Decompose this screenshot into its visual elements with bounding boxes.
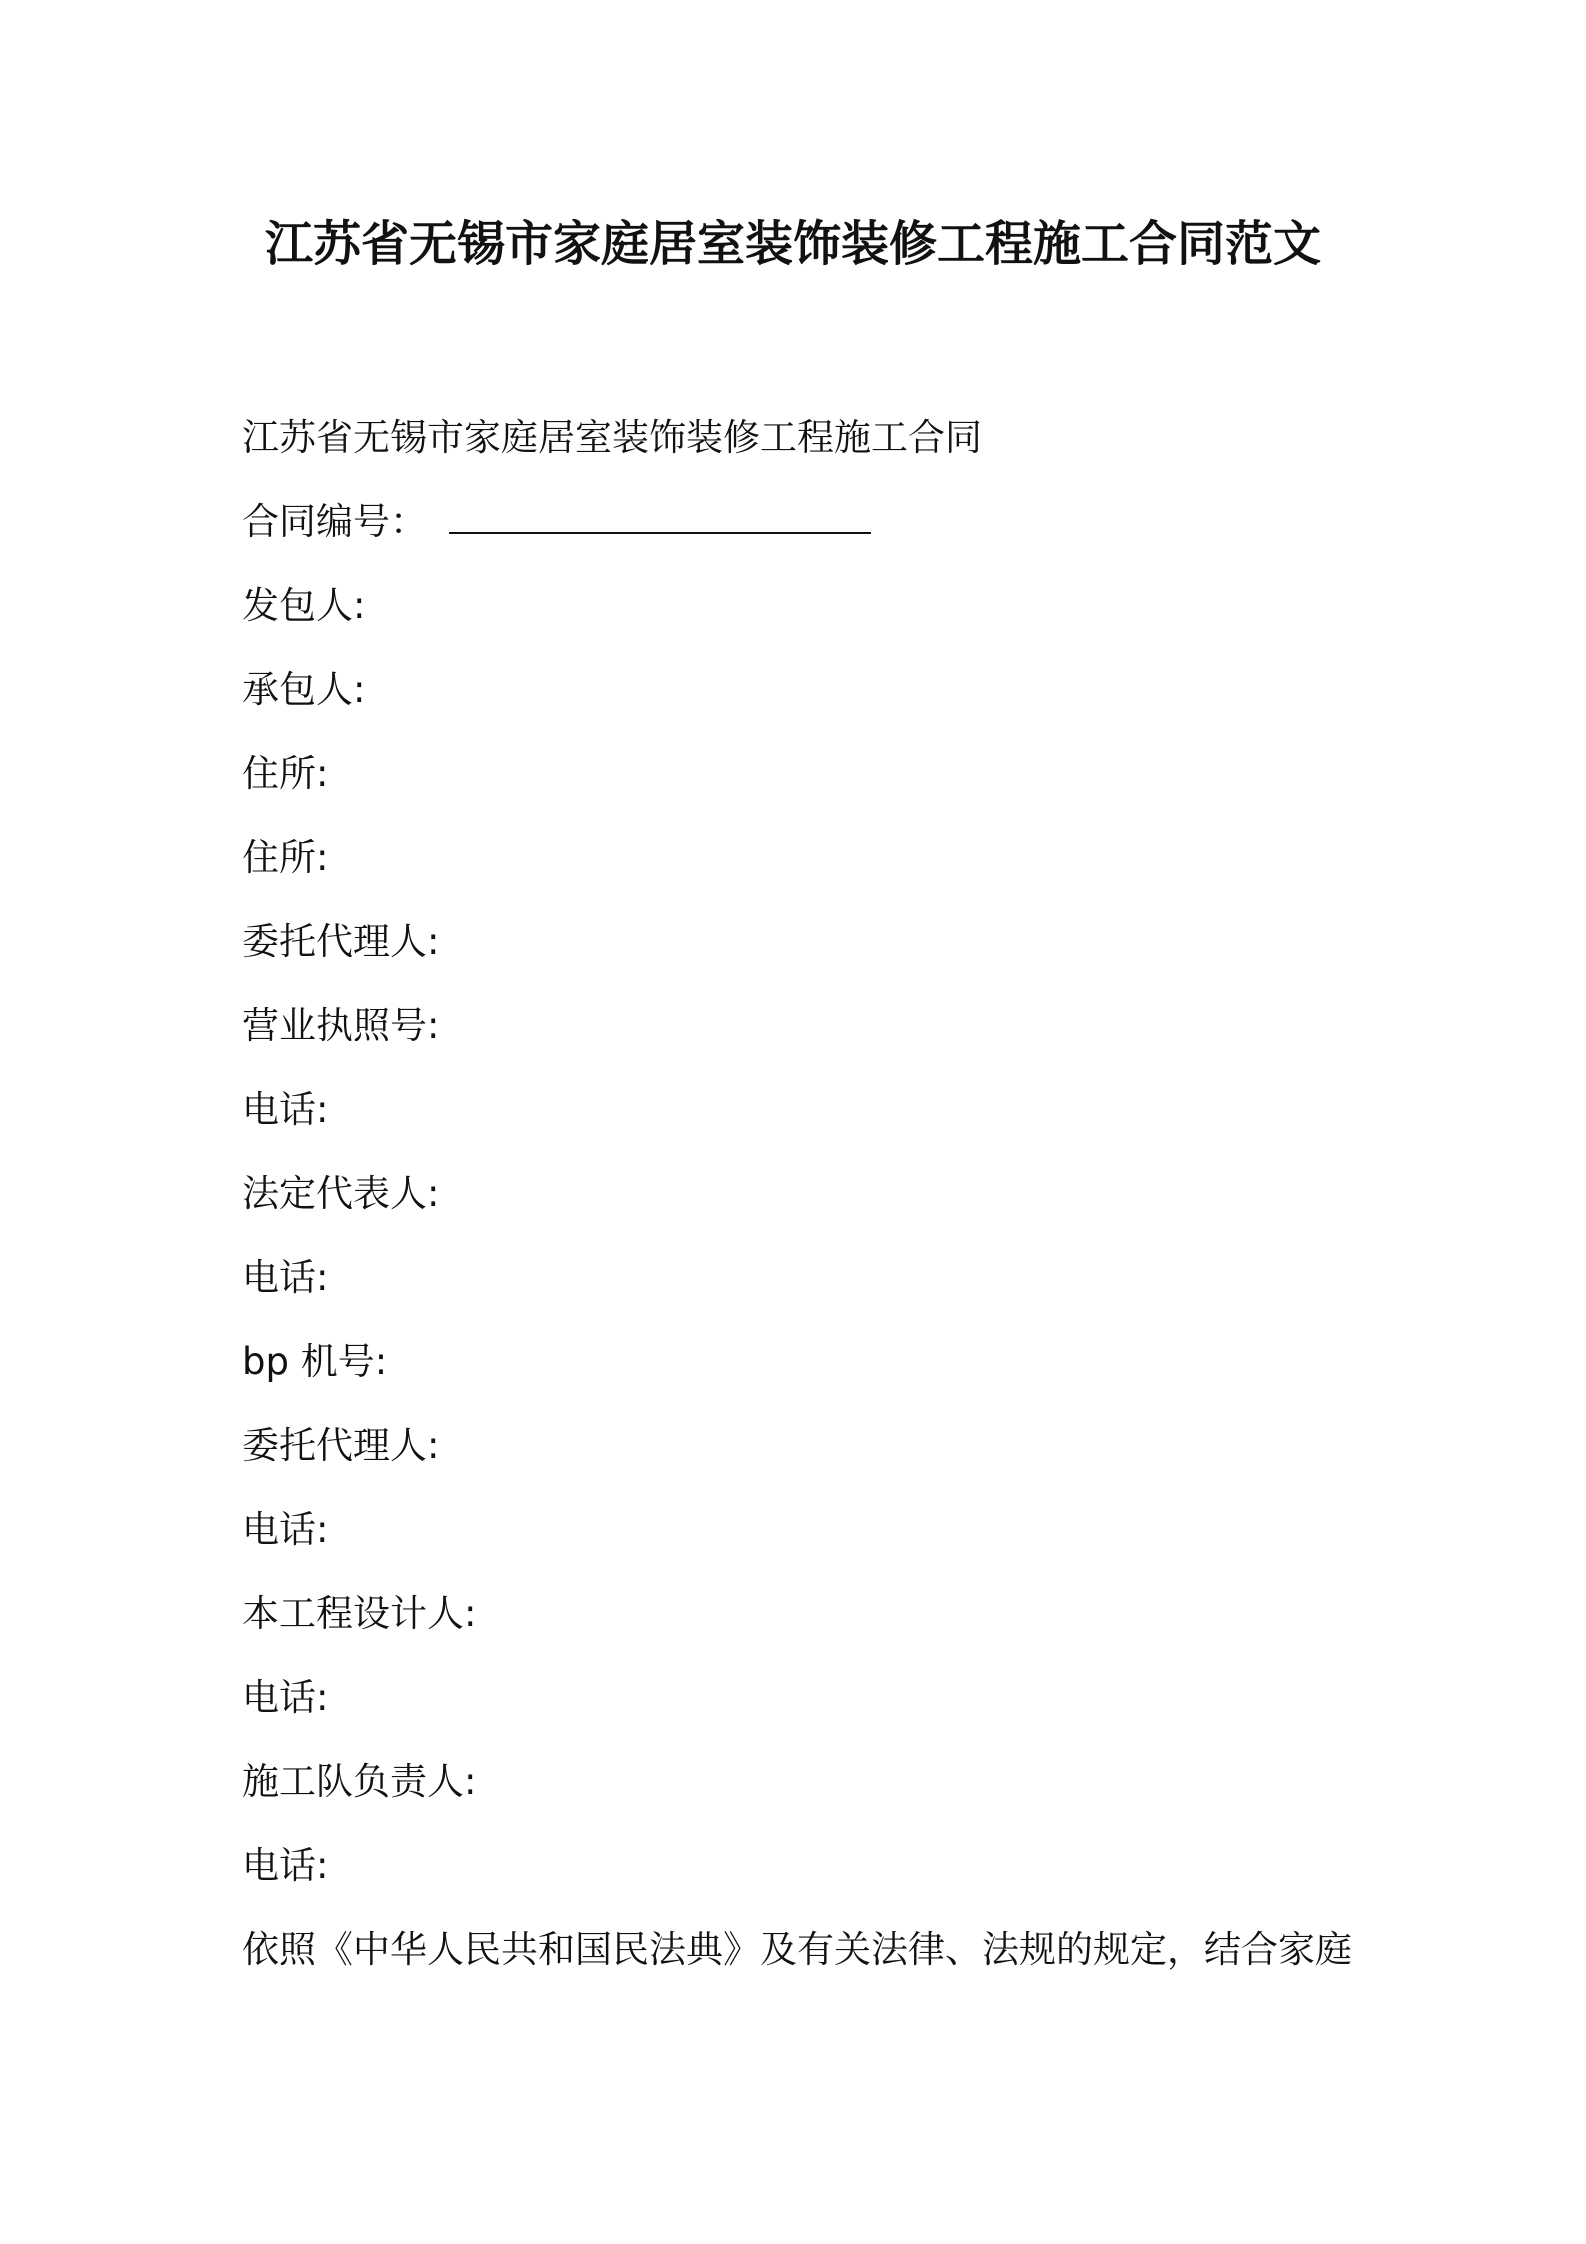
- phone-field: 电话:: [242, 1676, 329, 1719]
- phone-field: 电话:: [242, 1256, 329, 1299]
- construction-team-leader-field: 施工队负责人:: [242, 1760, 477, 1803]
- contractor-address-field: 住所:: [242, 836, 329, 879]
- contract-heading: 江苏省无锡市家庭居室装饰装修工程施工合同: [242, 416, 982, 459]
- designer-field: 本工程设计人:: [242, 1592, 477, 1635]
- employer-address-field: 住所:: [242, 752, 329, 795]
- document-title: 江苏省无锡市家庭居室装饰装修工程施工合同范文: [264, 216, 1321, 272]
- contractor-agent-field: 委托代理人:: [242, 1424, 440, 1467]
- contract-preamble: 依照《中华人民共和国民法典》及有关法律、法规的规定，结合家庭: [242, 1928, 1352, 1971]
- contract-number-blank: [449, 502, 871, 534]
- document-body: [242, 410, 1362, 2006]
- legal-representative-field: 法定代表人:: [242, 1172, 440, 1215]
- business-license-field: 营业执照号:: [242, 1004, 440, 1047]
- phone-field: 电话:: [242, 1844, 329, 1887]
- pager-number-field: bp 机号:: [242, 1340, 388, 1383]
- contract-number-row: [242, 494, 1362, 578]
- employer-agent-field: 委托代理人:: [242, 920, 440, 963]
- contract-number-label: 合同编号：: [242, 500, 427, 543]
- phone-field: 电话:: [242, 1508, 329, 1551]
- employer-field: 发包人:: [242, 584, 366, 627]
- phone-field: 电话:: [242, 1088, 329, 1131]
- contractor-field: 承包人:: [242, 668, 366, 711]
